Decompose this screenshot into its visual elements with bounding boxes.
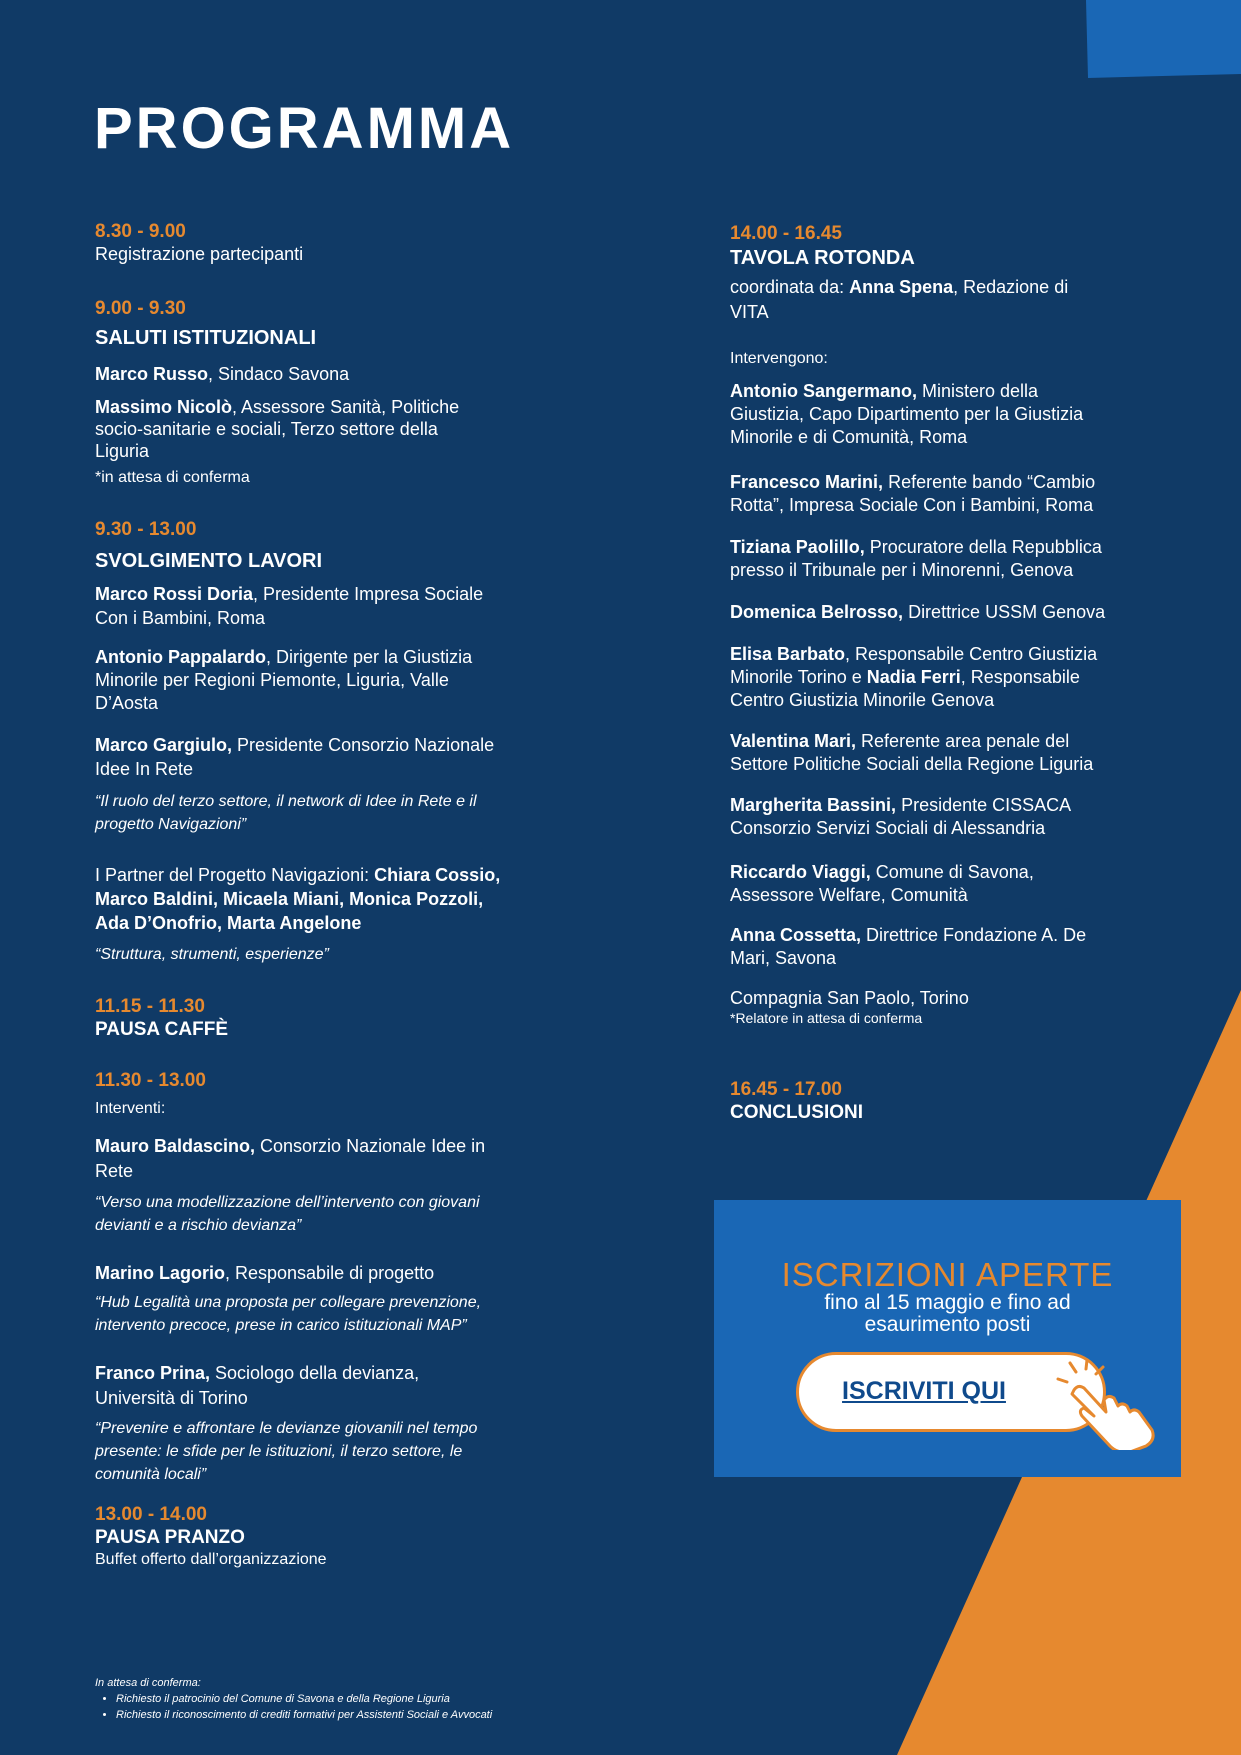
speaker-role-line: presso il Tribunale per i Minorenni, Genova	[730, 560, 1074, 580]
time-slot: 14.00 - 16.45	[730, 223, 842, 244]
speaker-role: Presidente Consorzio Nazionale	[232, 735, 495, 755]
time-slot: 16.45 - 17.00	[730, 1079, 842, 1100]
time-slot: 9.30 - 13.00	[95, 519, 197, 540]
speaker-name: Elisa Barbato	[730, 644, 846, 664]
speaker-role: Sociologo della devianza,	[210, 1363, 420, 1383]
footnote-item: • Richiesto il patrocinio del Comune di Savona e della Regione Liguria	[116, 1691, 715, 1707]
speaker-entry	[95, 733, 635, 781]
speaker-entry	[95, 582, 635, 630]
session-heading: PAUSA PRANZO	[95, 1527, 245, 1548]
page-title: PROGRAMMA	[94, 96, 515, 161]
talk-title-line: intervento precoce, prese in carico istituzionali MAP”	[95, 1317, 467, 1334]
speaker-entry	[95, 1361, 635, 1411]
speaker-name: Massimo Nicolò	[95, 397, 233, 417]
speaker-role: Direttrice Fondazione A. De	[861, 925, 1087, 945]
talk-title-line: “Hub Legalità una proposta per collegare prevenzione,	[95, 1294, 482, 1311]
speaker-name: Riccardo Viaggi,	[730, 862, 871, 882]
registration-subtitle	[714, 1292, 1181, 1336]
speaker-name: Marino Lagorio	[95, 1263, 225, 1283]
talk-title-line: devianti e a rischio devianza”	[95, 1217, 302, 1234]
speaker-name: Marco Rossi Doria	[95, 584, 254, 604]
speaker-role-line: Idee In Rete	[95, 759, 194, 779]
speaker-name: Franco Prina,	[95, 1363, 211, 1383]
partners-label: I Partner del Progetto Navigazioni:	[95, 865, 375, 885]
speaker-name: Valentina Mari,	[730, 731, 857, 751]
speaker-role-line: Settore Politiche Sociali della Regione Liguria	[730, 754, 1094, 774]
speaker-name: Tiziana Paolillo,	[730, 537, 865, 557]
speaker-role-line: Minorile per Regioni Piemonte, Liguria, Valle	[95, 670, 449, 690]
speaker-role-line: Centro Giustizia Minorile Genova	[730, 690, 995, 710]
speaker-role-line: socio-sanitarie e sociali, Terzo settore della	[95, 419, 438, 439]
register-button-label[interactable]: ISCRIVITI QUI	[842, 1377, 1006, 1405]
session-heading: CONCLUSIONI	[730, 1102, 863, 1123]
session-text: Buffet offerto dall’organizzazione	[95, 1551, 327, 1568]
talk-title-line: “Verso una modellizzazione dell’intervento con giovani	[95, 1194, 480, 1211]
speaker-name: Marco Gargiulo,	[95, 735, 233, 755]
speaker-entry	[95, 1134, 635, 1184]
coordinator-name: Anna Spena	[849, 277, 954, 297]
coordinator-role-line: VITA	[730, 302, 769, 322]
speaker-name: Margherita Bassini,	[730, 795, 897, 815]
speaker-role-line: Minorile Torino e	[730, 667, 867, 687]
speaker-role-line: Assessore Welfare, Comunità	[730, 885, 968, 905]
talk-title-line: “Prevenire e affrontare le devianze giovanili nel tempo	[95, 1420, 478, 1437]
speaker-role-line: Con i Bambini, Roma	[95, 608, 266, 628]
speaker-role-line: Mari, Savona	[730, 948, 837, 968]
speaker-entry	[95, 646, 635, 715]
session-heading: TAVOLA ROTONDA	[730, 247, 915, 269]
talk-title-line: progetto Navigazioni”	[95, 816, 247, 833]
time-slot: 9.00 - 9.30	[95, 298, 186, 319]
session-label: Intervengono:	[730, 350, 828, 367]
speaker-role: , Responsabile di progetto	[225, 1263, 435, 1283]
registration-subtitle-line: fino al 15 maggio e fino ad	[824, 1291, 1071, 1314]
speaker-entry	[95, 1262, 635, 1285]
confirmation-note: *Relatore in attesa di conferma	[730, 1010, 923, 1026]
footnote-label: In attesa di conferma:	[95, 1677, 201, 1689]
coordinator-entry	[730, 275, 1200, 325]
speaker-role: , Assessore Sanità, Politiche	[232, 397, 460, 417]
footnote-item: • Richiesto il riconoscimento di crediti formativi per Assistenti Sociali e Avvocati	[116, 1707, 715, 1723]
speaker-role: , Presidente Impresa Sociale	[253, 584, 484, 604]
time-slot: 11.30 - 13.00	[95, 1070, 206, 1091]
coordinator-label: coordinata da:	[730, 277, 850, 297]
speaker-role: Comune di Savona,	[870, 862, 1034, 882]
speaker-role: , Dirigente per la Giustizia	[266, 647, 473, 667]
speaker-name: Francesco Marini,	[730, 472, 884, 492]
speaker-role-line: Rete	[95, 1161, 134, 1181]
speaker-name: Antonio Sangermano,	[730, 381, 918, 401]
time-slot: 13.00 - 14.00	[95, 1504, 207, 1525]
talk-title: “Struttura, strumenti, esperienze”	[95, 946, 329, 963]
speaker-role-line: Giustizia, Capo Dipartimento per la Giustizia	[730, 404, 1084, 424]
talk-title	[95, 1191, 635, 1237]
talk-title	[95, 1291, 635, 1337]
speaker-role-line: Minorile e di Comunità, Roma	[730, 427, 968, 447]
speaker-role-line: Consorzio Servizi Sociali di Alessandria	[730, 818, 1046, 838]
speaker-role-line: D’Aosta	[95, 693, 159, 713]
speaker-role-line: Rotta”, Impresa Sociale Con i Bambini, Roma	[730, 495, 1094, 515]
pointing-hand-icon	[1054, 1360, 1164, 1450]
speaker-role: Ministero della	[917, 381, 1039, 401]
partner-names: Chiara Cossio,	[374, 865, 501, 885]
partner-names: Ada D’Onofrio, Marta Angelone	[95, 913, 362, 933]
registration-box	[714, 1200, 1181, 1477]
speaker-name: Nadia Ferri	[866, 667, 961, 687]
speaker-role-line: Liguria	[95, 441, 150, 461]
speaker-role: Procuratore della Repubblica	[864, 537, 1102, 557]
speaker-name: Domenica Belrosso,	[730, 602, 904, 622]
speaker-role: , Responsabile	[960, 667, 1080, 687]
confirmation-note: *in attesa di conferma	[95, 469, 250, 486]
speaker-role: Referente bando “Cambio	[883, 472, 1096, 492]
talk-title	[95, 790, 635, 836]
speaker-role: Referente area penale del	[856, 731, 1070, 751]
speaker-role: , Responsabile Centro Giustizia	[845, 644, 1098, 664]
time-slot: 8.30 - 9.00	[95, 221, 186, 242]
speaker-entry: Compagnia San Paolo, Torino	[730, 988, 969, 1008]
speaker-entry	[95, 363, 635, 386]
footnote	[95, 1675, 715, 1723]
speaker-entry	[730, 643, 1200, 712]
speaker-role-line: Università di Torino	[95, 1388, 248, 1408]
speaker-entry	[730, 471, 1200, 517]
speaker-entry	[730, 380, 1200, 449]
registration-title: ISCRIZIONI APERTE	[781, 1256, 1114, 1293]
speaker-entry	[730, 794, 1200, 840]
talk-title-line: “Il ruolo del terzo settore, il network di Idee in Rete e il	[95, 793, 477, 810]
speaker-role: , Sindaco Savona	[208, 364, 350, 384]
left-column	[95, 220, 635, 1570]
speaker-entry	[730, 861, 1200, 907]
session-heading: PAUSA CAFFÈ	[95, 1019, 228, 1040]
speaker-entry	[730, 601, 1200, 624]
coordinator-role: , Redazione di	[953, 277, 1069, 297]
speaker-role: Consorzio Nazionale Idee in	[255, 1136, 486, 1156]
right-column	[730, 222, 1200, 1125]
registration-subtitle-line: esaurimento posti	[864, 1313, 1031, 1336]
talk-title	[95, 1417, 635, 1486]
speaker-entry	[730, 730, 1200, 776]
partner-names: Marco Baldini, Micaela Miani, Monica Pozzoli,	[95, 889, 484, 909]
speaker-role: Presidente CISSACA	[896, 795, 1072, 815]
talk-title-line: presente: le sfide per le istituzioni, il terzo settore, le	[95, 1443, 463, 1460]
session-text: Registrazione partecipanti	[95, 244, 304, 264]
speaker-entry	[730, 924, 1200, 970]
session-label: Interventi:	[95, 1100, 166, 1117]
session-heading: SALUTI ISTITUZIONALI	[95, 327, 317, 349]
speaker-name: Mauro Baldascino,	[95, 1136, 256, 1156]
footnote-list	[95, 1691, 715, 1723]
session-heading: SVOLGIMENTO LAVORI	[95, 550, 323, 572]
speaker-entry	[95, 396, 635, 462]
speaker-entry	[730, 536, 1200, 582]
talk-title-line: comunità locali”	[95, 1466, 207, 1483]
partners-entry	[95, 863, 635, 935]
speaker-name: Anna Cossetta,	[730, 925, 862, 945]
speaker-role: Direttrice USSM Genova	[903, 602, 1106, 622]
time-slot: 11.15 - 11.30	[95, 996, 205, 1017]
speaker-name: Marco Russo	[95, 364, 209, 384]
speaker-name: Antonio Pappalardo	[95, 647, 266, 667]
